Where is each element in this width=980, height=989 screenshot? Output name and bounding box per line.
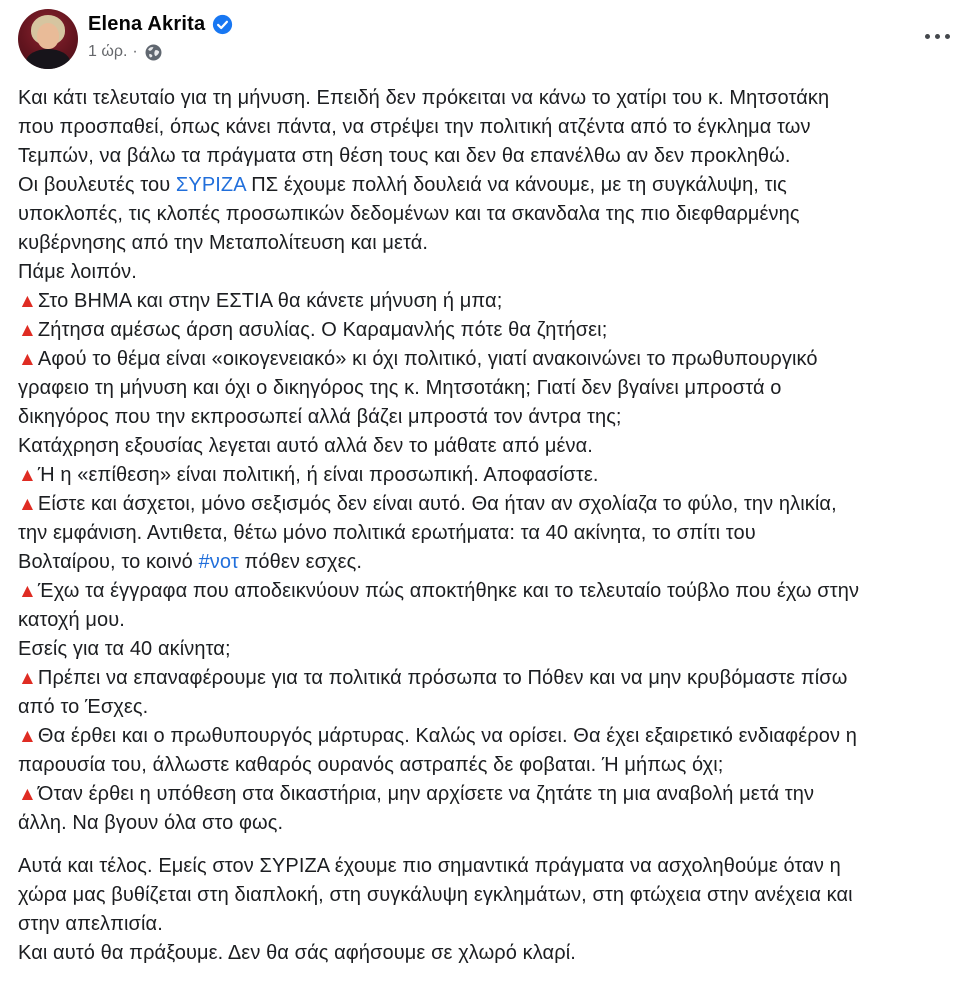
text-segment: δικηγόρος που την εκπροσωπεί αλλά βάζει μπροστά τον άντρα της; (18, 406, 622, 428)
text-segment: κατοχή μου. (18, 609, 125, 631)
red-triangle-icon: ▲ (18, 581, 37, 602)
text-segment: παρουσία του, άλλωστε καθαρός ουρανός αστραπές δε φοβαται. Ή μήπως όχι; (18, 754, 724, 776)
post-text-line (18, 403, 962, 432)
post-text-line (18, 490, 962, 519)
text-segment: Κατάχρηση εξουσίας λεγεται αυτό αλλά δεν το μάθατε από μένα. (18, 435, 593, 457)
red-triangle-icon: ▲ (18, 494, 37, 515)
text-segment: την εμφάνιση. Αντιθετα, θέτω μόνο πολιτικά ερωτήματα: τα 40 ακίνητα, το σπίτι του (18, 522, 756, 544)
post-text-line (18, 881, 962, 910)
text-segment: πόθεν εσχες. (238, 551, 363, 573)
post-text-line (18, 432, 962, 461)
avatar-face (37, 23, 59, 49)
red-triangle-icon: ▲ (18, 726, 37, 747)
dot-icon (925, 34, 930, 39)
text-segment: Βολταίρου, το κοινό (18, 551, 199, 573)
timestamp-link[interactable]: 1 ώρ. (88, 43, 128, 60)
post-text-line (18, 809, 962, 838)
text-segment: Είστε και άσχετοι, μόνο σεξισμός δεν είναι αυτό. Θα ήταν αν σχολίαζα το φύλο, την ηλικία, (37, 493, 837, 515)
post-body (0, 78, 980, 968)
post-meta (88, 43, 233, 61)
text-segment: γραφειο τη μήνυση και όχι ο δικηγόρος της κ. Μητσοτάκη; Γιατί δεν βγαίνει μπροστά ο (18, 377, 782, 399)
text-segment: Πάμε λοιπόν. (18, 261, 137, 283)
text-segment: από το Έσχες. (18, 696, 149, 718)
post-text-line (18, 577, 962, 606)
post-text-line (18, 345, 962, 374)
post-text-line (18, 287, 962, 316)
text-segment: Ή η «επίθεση» είναι πολιτική, ή είναι προσωπική. Αποφασίστε. (37, 464, 599, 486)
text-segment: Πρέπει να επαναφέρουμε για τα πολιτικά πρόσωπα το Πόθεν και να μην κρυβόμαστε πίσω (37, 667, 848, 689)
hashtag-link[interactable]: #νοτ (198, 551, 239, 573)
post-text-line (18, 461, 962, 490)
text-segment: Ζήτησα αμέσως άρση ασυλίας. Ο Καραμανλής πότε θα ζητήσει; (37, 319, 608, 341)
red-triangle-icon: ▲ (18, 349, 37, 370)
post-text-line (18, 519, 962, 548)
text-segment: Όταν έρθει η υπόθεση στα δικαστήρια, μην αρχίσετε να ζητάτε τη μια αναβολή μετά την (37, 783, 815, 805)
text-segment: Οι βουλευτές του (18, 174, 176, 196)
text-segment: υποκλοπές, τις κλοπές προσωπικών δεδομένων και τα σκανδαλα της πιο διεφθαρμένης (18, 203, 800, 225)
post-header (0, 0, 980, 78)
post-text-line (18, 852, 962, 881)
post-text-line (18, 113, 962, 142)
post-text-line (18, 84, 962, 113)
post-text-line (18, 722, 962, 751)
text-segment: Αφού το θέμα είναι «οικογενειακό» κι όχι πολιτικό, γιατί ανακοινώνει το πρωθυπουργικό (37, 348, 818, 370)
post-text-line (18, 171, 962, 200)
avatar-torso (26, 49, 70, 69)
post-text-line (18, 751, 962, 780)
post-text-line (18, 258, 962, 287)
red-triangle-icon: ▲ (18, 668, 37, 689)
post-text-line (18, 910, 962, 939)
text-segment: κυβέρνησης από την Μεταπολίτευση και μετά. (18, 232, 429, 254)
post-options-menu-button[interactable] (921, 28, 954, 45)
post-text-line (18, 200, 962, 229)
text-segment: χώρα μας βυθίζεται στη διαπλοκή, στη συγκάλυψη εγκλημάτων, στη φτώχεια στην ανέχεια και (18, 884, 853, 906)
text-segment: ΠΣ έχουμε πολλή δουλειά να κάνουμε, με τη συγκάλυψη, τις (245, 174, 787, 196)
header-text (88, 13, 233, 61)
post-text-line (18, 664, 962, 693)
post-text-line (18, 939, 962, 968)
post-text-line (18, 606, 962, 635)
dot-icon (945, 34, 950, 39)
text-segment: που προσπαθεί, όπως κάνει πάντα, να στρέψει την πολιτική ατζέντα από το έγκλημα των (18, 116, 811, 138)
text-segment: Τεμπών, να βάλω τα πράγματα στη θέση τους και δεν θα επανέλθω αν δεν προκληθώ. (18, 145, 791, 167)
public-globe-icon (145, 44, 162, 61)
dot-icon (935, 34, 940, 39)
avatar[interactable] (18, 9, 78, 69)
author-name-link[interactable]: Elena Akrita (88, 13, 206, 35)
post-text-line (18, 374, 962, 403)
text-segment: στην απελπισία. (18, 913, 163, 935)
red-triangle-icon: ▲ (18, 320, 37, 341)
red-triangle-icon: ▲ (18, 784, 37, 805)
text-segment: Και αυτό θα πράξουμε. Δεν θα σάς αφήσουμε σε χλωρό κλαρί. (18, 942, 576, 964)
red-triangle-icon: ▲ (18, 465, 37, 486)
text-segment: Αυτά και τέλος. Εμείς στον ΣΥΡΙΖΑ έχουμε πιο σημαντικά πράγματα να ασχοληθούμε όταν η (18, 855, 841, 877)
post-text-line (18, 142, 962, 171)
red-triangle-icon: ▲ (18, 291, 37, 312)
post-text-line (18, 316, 962, 345)
meta-separator: · (132, 43, 138, 60)
text-segment: Έχω τα έγγραφα που αποδεικνύουν πώς αποκτήθηκε και το τελευταίο τούβλο που έχω στην (37, 580, 860, 602)
text-segment: Στο ΒΗΜΑ και στην ΕΣΤΙΑ θα κάνετε μήνυση ή μπα; (37, 290, 503, 312)
text-segment: Θα έρθει και ο πρωθυπουργός μάρτυρας. Καλώς να ορίσει. Θα έχει εξαιρετικό ενδιαφέρον η (37, 725, 857, 747)
text-segment: Και κάτι τελευταίο για τη μήνυση. Επειδή δεν πρόκειται να κάνω το χατίρι του κ. Μητσοτάκη (18, 87, 830, 109)
page-mention-link[interactable]: ΣΥΡΙΖΑ (175, 174, 246, 196)
verified-badge-icon (212, 14, 233, 35)
post-text-line (18, 693, 962, 722)
post-text-line (18, 635, 962, 664)
text-segment: άλλη. Να βγουν όλα στο φως. (18, 812, 284, 834)
post-text-line (18, 548, 962, 577)
text-segment: Εσείς για τα 40 ακίνητα; (18, 638, 231, 660)
post-text-line (18, 229, 962, 258)
post-text-line (18, 780, 962, 809)
